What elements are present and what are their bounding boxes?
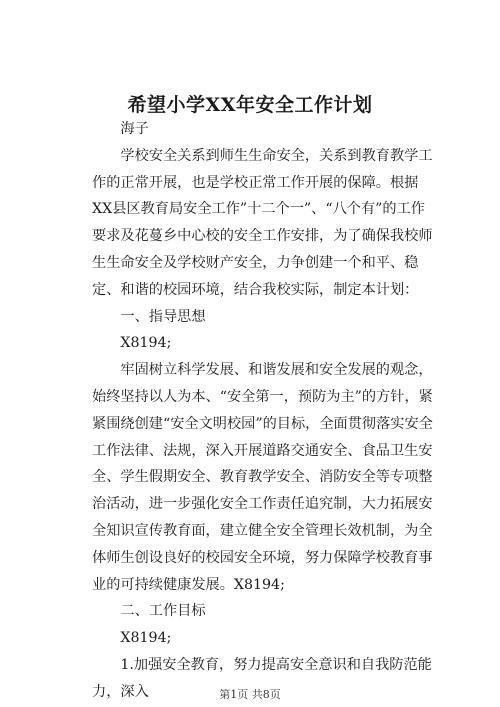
author-line: 海子 bbox=[120, 121, 149, 137]
paragraph-guiding-ideology: 牢固树立科学发展、和谐发展和安全发展的观念，始终坚持以人为本、“安全第一，预防为主”的方针，紧紧围绕创建“安全文明校园”的目标，全面贯彻落实安全工作法律、法规，深入开展道路交通安全、食品卫生安全、学生假期安全、教育教学安全、消防安全等专项整治活动，进一步强化安全工作责任追究制，大力拓展安全知识宣传教育面，建立健全安全管理长效机制，为全体师生创设良好的校园安全环境，努力保障学校教育事业的可持续健康发展。X8194; bbox=[92, 362, 433, 593]
heading-guiding-ideology: 一、指导思想 bbox=[120, 308, 206, 325]
paragraph-goal-1: 1.加强安全教育，努力提高安全意识和自我防范能力，深入 bbox=[92, 656, 432, 700]
heading-work-goals: 二、工作目标 bbox=[120, 603, 206, 620]
placeholder-line: X8194; bbox=[120, 630, 172, 647]
page-number-footer: 第1页 共8页 bbox=[219, 688, 281, 701]
paragraph-intro: 学校安全关系到师生生命安全，关系到教育教学工作的正常开展，也是学校正常工作开展的保障。根据XX县区教育局安全工作”十二个一”、“八个有”的工作要求及花蔓乡中心校的安全工作安排，为了确保我校师生生命安全及学校财产安全，力争创建一个和平、稳定、和谐的校园环境，结合我校实际，制定本计划： bbox=[92, 147, 433, 298]
document-body bbox=[92, 116, 437, 706]
placeholder-line: X8194; bbox=[120, 335, 172, 352]
document-title: 希望小学XX年安全工作计划 bbox=[127, 94, 373, 116]
